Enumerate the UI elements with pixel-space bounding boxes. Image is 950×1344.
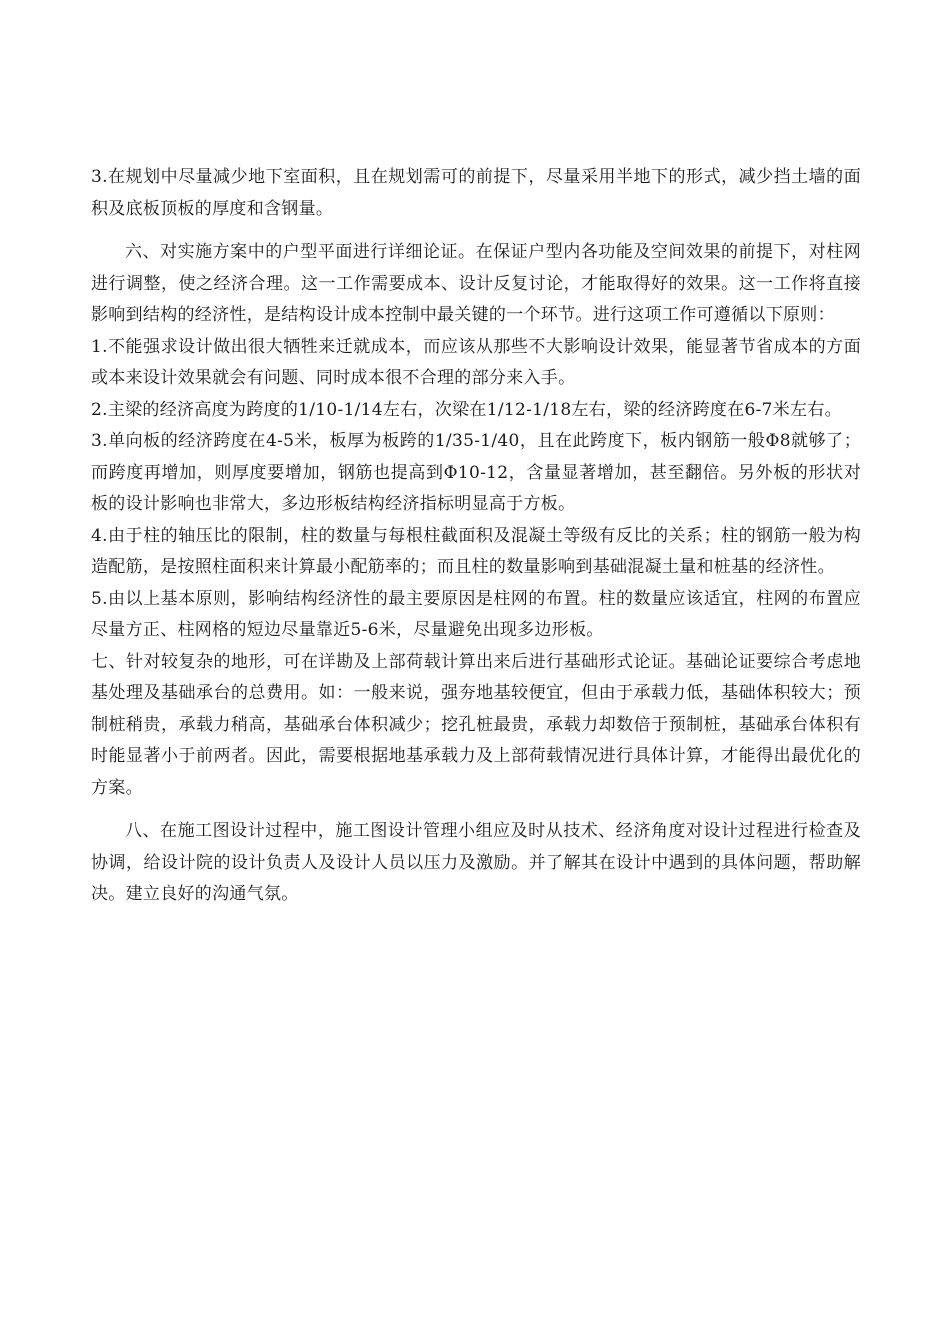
paragraph-principle-5: 5.由以上基本原则，影响结构经济性的最主要原因是柱网的布置。柱的数量应该适宜，柱网的布置应尽量方正、柱网格的短边尽量靠近5-6米，尽量避免出现多边形板。	[91, 588, 861, 640]
paragraph-principle-1: 1.不能强求设计做出很大牺牲来迁就成本，而应该从那些不大影响设计效果，能显著节省成本的方面或本来设计效果就会有问题、同时成本很不合理的部分来入手。	[91, 336, 861, 388]
paragraph-section-six: 六、对实施方案中的户型平面进行详细论证。在保证户型内各功能及空间效果的前提下，对柱网进行调整，使之经济合理。这一工作需要成本、设计反复讨论，才能取得好的效果。这一工作将直接影响到结构的经济性，是结构设计成本控制中最关键的一个环节。进行这项工作可遵循以下原则：	[91, 242, 861, 325]
paragraph-principle-2: 2.主梁的经济高度为跨度的1/10-1/14左右，次梁在1/12-1/18左右，梁的经济跨度在6-7米左右。	[91, 399, 842, 420]
paragraph-principle-4: 4.由于柱的轴压比的限制，柱的数量与每根柱截面积及混凝土等级有反比的关系；柱的钢筋一般为构造配筋，是按照柱面积来计算最小配筋率的；而且柱的数量影响到基础混凝土量和桩基的经济性。	[91, 525, 861, 577]
document-page	[91, 162, 861, 911]
paragraph-basement-area: 3.在规划中尽量减少地下室面积，且在规划需可的前提下，尽量采用半地下的形式，减少挡土墙的面积及底板顶板的厚度和含钢量。	[91, 167, 861, 219]
paragraph-section-eight: 八、在施工图设计过程中，施工图设计管理小组应及时从技术、经济角度对设计过程进行检查及协调，给设计院的设计负责人及设计人员以压力及激励。并了解其在设计中遇到的具体问题，帮助解决。建立良好的沟通气氛。	[91, 821, 861, 904]
paragraph-section-seven: 七、针对较复杂的地形，可在详勘及上部荷载计算出来后进行基础形式论证。基础论证要综合考虑地基处理及基础承台的总费用。如：一般来说，强夯地基较便宜，但由于承载力低，基础体积较大；预制桩稍贵，承载力稍高，基础承台体积减少；挖孔桩最贵，承载力却数倍于预制桩，基础承台体积有时能显著小于前两者。因此，需要根据地基承载力及上部荷载情况进行具体计算，才能得出最优化的方案。	[91, 651, 861, 798]
paragraph-principle-3: 3.单向板的经济跨度在4-5米，板厚为板跨的1/35-1/40，且在此跨度下，板内钢筋一般Φ8就够了；而跨度再增加，则厚度要增加，钢筋也提高到Φ10-12，含量显著增加，甚至翻倍。另外板的形状对板的设计影响也非常大，多边形板结构经济指标明显高于方板。	[91, 431, 861, 514]
